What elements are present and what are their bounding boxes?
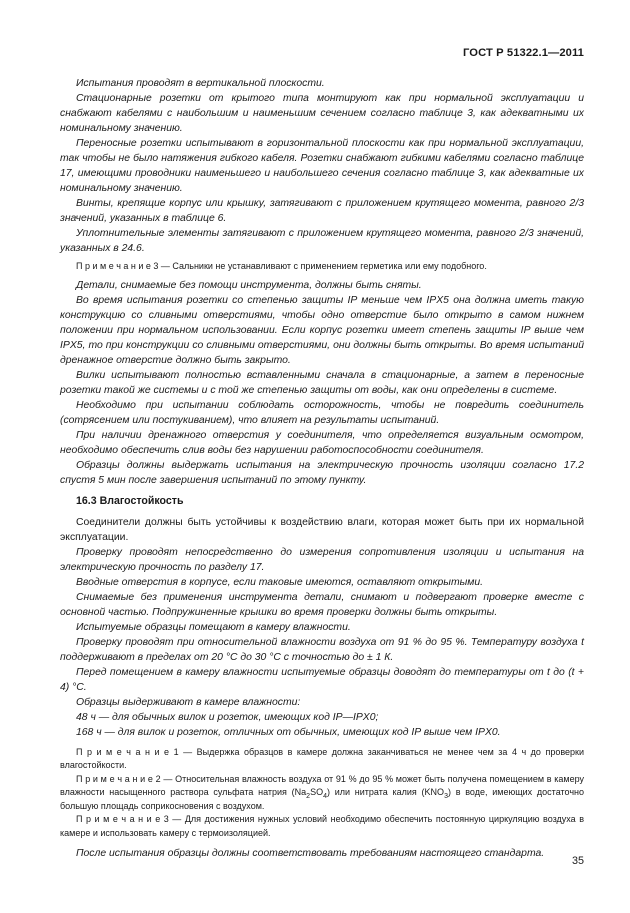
note-text: — Выдержка образцов в камере должна заканчиваться не менее чем за 4 ч до проверки влагостойкости. [60,746,584,770]
paragraph: Испытуемые образцы помещают в камеру влажности. [76,621,351,633]
subscript: 2 [306,792,311,800]
paragraph: 48 ч — для обычных вилок и розеток, имеющих код IP—IPX0; [76,711,379,723]
note-text: SO [310,787,324,797]
paragraph: Перед помещением в камеру влажности испытуемые образцы доводят до температуры от t до (t + 4) °C. [60,666,584,693]
note [60,260,584,274]
subscript: 3 [444,792,448,800]
paragraph: Испытания проводят в вертикальной плоскости. [76,78,325,89]
note-text: ) или нитрата калия (KNO [326,787,445,797]
note-label: П р и м е ч а н и е 2 [76,773,161,784]
paragraph: Проверку проводят при относительной влажности воздуха от 91 % до 95 %. Температуру воздуха t поддерживают в пределах от 20 °C до 30 °C с точностью до ± 1 К. [60,636,584,663]
note-text: ) в воде, имеющих достаточно большую площадь соприкосновения с воздухом. [60,787,584,811]
paragraph: Детали, снимаемые без помощи инструмента, должны быть сняты. [76,279,422,291]
paragraph: Переносные розетки испытывают в горизонтальной плоскости как при нормальной эксплуатации, так чтобы не было натяжения гибкого кабеля. Розетки снабжают гибкими кабелями согласно таблице 17, имеющими проводники наименьшего и наибольшего сечения согласно таблице 3, как адекватные их номинальному значению. [60,138,584,194]
note-label: П р и м е ч а н и е 3 [76,261,159,271]
document-id: ГОСТ Р 51322.1—2011 [462,47,584,59]
subscript: 4 [323,792,327,800]
section-heading [60,494,584,509]
closing-paragraph: После испытания образцы должны соответствовать требованиям настоящего стандарта. [76,848,545,859]
section-number: 16.3 [76,494,97,507]
paragraph: Стационарные розетки от крытого типа монтируют как при нормальной эксплуатации и снабжают кабелями с наибольшим и наименьшим сечением согласно таблице 3, как адекватными их номинальному значению. [60,93,584,134]
note-text: — Для достижения нужных условий необходимо обеспечить постоянную циркуляцию воздуха в камере и использовать камеру с термоизоляцией. [60,814,584,838]
paragraph: Проверку проводят непосредственно до измерения сопротивления изоляции и испытания на электрическую прочность по разделу 17. [60,546,584,573]
note-2 [60,773,584,814]
note-3 [60,813,584,840]
note-text: — Относительная влажность воздуха от 91 % до 95 % может быть получена помещением в камеру влажности насыщенного раствора сульфата натрия (Na [60,773,584,797]
paragraph: Винты, крепящие корпус или крышку, затягивают с приложением крутящего момента, равного 2/3 значений, указанных в таблице 6. [60,198,584,224]
note-text: — Сальники не устанавливают с применением герметика или ему подобного. [158,261,487,271]
note-1 [60,746,584,773]
paragraph: Вводные отверстия в корпусе, если таковые имеются, оставляют открытыми. [76,576,484,588]
section-title: Влагостойкость [99,494,184,507]
paragraph: Необходимо при испытании соблюдать осторожность, чтобы не повредить соединитель (сотрясением или постукиванием), что влияет на результаты испытаний. [60,399,584,426]
paragraph: Уплотнительные элементы затягивают с приложением крутящего момента, равного 2/3 значений, указанных в 24.6. [60,228,584,254]
page-number: 35 [571,855,584,867]
paragraph: Соединители должны быть устойчивы к воздействию влаги, которая может быть при их нормальной эксплуатации. [60,516,584,543]
paragraph: 168 ч — для вилок и розеток, отличных от обычных, имеющих код IP выше чем IPX0. [76,726,501,738]
paragraph: При наличии дренажного отверстия у соединителя, что определяется визуальным осмотром, необходимо обеспечить слив воды без нарушении работоспособности соединителя. [60,429,584,456]
page-body [60,76,584,861]
note-label: П р и м е ч а н и е 1 [76,746,179,757]
paragraph: Вилки испытывают полностью вставленными сначала в стационарные, а затем в переносные розетки такой же системы и с той же степенью защиты от воды, как они определены в системе. [60,369,584,396]
paragraph: Образцы выдерживают в камере влажности: [76,696,301,708]
paragraph: Во время испытания розетки со степенью защиты IP меньше чем IPX5 она должна иметь такую конструкцию со сливными отверстиями, чтобы одно отверстие было открыто в самом нижнем положении при нормальном использовании. Если корпус розетки имеет степень защиты IP выше чем IPX5, то при конструкции со сливными отверстиями, они должны быть открыты. Во время испытаний дренажное отверстие должно быть закрыто. [60,294,584,366]
paragraph: Образцы должны выдержать испытания на электрическую прочность изоляции согласно 17.2 спустя 5 мин после завершения испытаний по этому пункту. [60,459,584,486]
note-label: П р и м е ч а н и е 3 [76,814,169,824]
paragraph: Снимаемые без применения инструмента детали, снимают и подвергают проверке вместе с основной частью. Подпружиненные крышки во время проверки должны быть открыты. [60,591,584,618]
